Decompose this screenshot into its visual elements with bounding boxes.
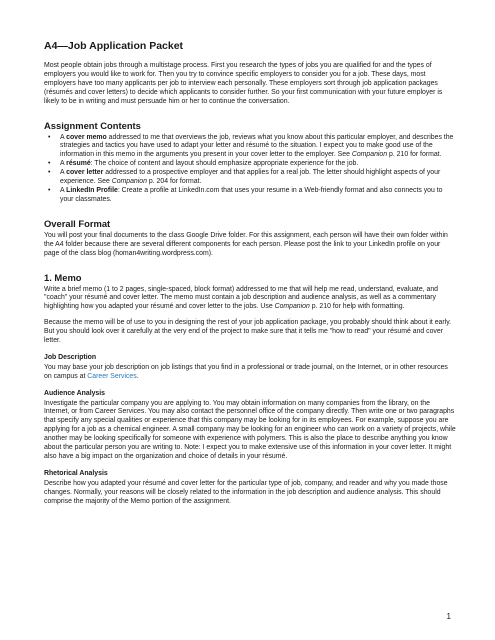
list-item-term: cover memo: [66, 133, 107, 141]
page-number: 1: [446, 612, 451, 621]
job-description-paragraph: You may base your job description on job listings that you find in a professional or trade journal, on the Internet, or in other resources on campus at Career Services.: [44, 363, 448, 380]
audience-analysis-paragraph: Investigate the particular company you are applying to. You may obtain information on many companies from the library, on the Internet, or from Career Services. You may also contact the personnel office of the company directly. Then write one or two paragraphs that specify any special qualities or experience that this company may be looking for in its employees. For example, suppose you are applying for a job as a chemical engineer. A small company may be looking for an engineer who can work on a variety of projects, while another may be looking specifically for someone with experience with polymers. This is also the place to describe anything you know about the particular person you are writing to. Note: I expect you to make extensive use of this information in your cover letter. It might also have a big impact on the organization and choice of details in your résumé.: [44, 399, 456, 460]
list-item: • A cover letter addressed to a prospective employer and that applies for a real job. The letter should highlight aspects of your experience. See Companion p. 204 for format.: [48, 169, 441, 186]
book-reference: Companion: [351, 151, 388, 159]
career-services-link[interactable]: Career Services: [87, 372, 137, 380]
section-heading-assignment-contents: Assignment Contents: [44, 119, 141, 131]
intro-paragraph: Most people obtain jobs through a multistage process. First you research the types of jobs you are qualified for and the types of employers you would like to work for. Then you try to convince specific employers to consider you for a job. These days, most employers have too many applicants per job to interview each personally. These employers sort through job application packages (résumés and cover letters) to decide which applicants to consider further. So your first communication with your future employer is likely to be in writing and must persuade him or her to continue the conversation.: [44, 62, 443, 105]
section-heading-overall-format: Overall Format: [44, 217, 111, 229]
subheading-rhetorical-analysis: Rhetorical Analysis: [44, 469, 108, 477]
list-item: • A résumé: The choice of content and layout should emphasize appropriate experience for the job.: [48, 160, 359, 168]
list-item: • A LinkedIn Profile: Create a profile at LinkedIn.com that uses your resume in a Web-friendly format and also connects you to your classmates.: [48, 186, 443, 203]
assignment-contents-list: [44, 134, 457, 205]
overall-format-paragraph: You will post your final documents to the class Google Drive folder. For this assignment, each person will have their own folder within the A4 folder because there are several different components for each person. Please post the link to your LinkedIn profile on your page of the class blog (homan4writing.wordpress.com).: [44, 231, 448, 257]
book-reference: Companion: [274, 303, 310, 311]
book-reference: Companion: [111, 178, 147, 186]
rhetorical-analysis-paragraph: Describe how you adapted your résumé and cover letter for the particular type of job, company, and reader and why you made those changes. Normally, your reasons will be closely related to the information in the job description and audience analysis. This should comprise the majority of the Memo portion of the assignment.: [44, 479, 448, 505]
bullet-icon: •: [48, 133, 51, 141]
list-item-term: cover letter: [66, 169, 104, 177]
document-title: A4—Job Application Packet: [44, 40, 184, 52]
list-item-term: résumé: [66, 160, 91, 168]
memo-paragraph: Write a brief memo (1 to 2 pages, single-spaced, block format) addressed to me that will help me read, understand, evaluate, and "coach" your résumé and cover letter. The memo must contain a job description and audience analysis, as well as a commentary highlighting how you adapted your résumé and cover letter to the jobs. Use Companion p. 210 for help with formatting.: [44, 285, 438, 311]
bullet-icon: •: [48, 186, 51, 194]
section-heading-memo: 1. Memo: [44, 271, 82, 283]
bullet-icon: •: [48, 160, 51, 168]
bullet-icon: •: [48, 169, 51, 177]
subheading-job-description: Job Description: [44, 353, 97, 361]
document-body: [44, 40, 457, 513]
list-item-term: LinkedIn Profile: [66, 186, 118, 194]
memo-paragraph: Because the memo will be of use to you in designing the rest of your job application package, you probably should think about it early. But you should look over it carefully at the very end of the project to make sure that it tells me "how to read" your résumé and cover letter.: [44, 319, 452, 345]
list-item: • A cover memo addressed to me that overviews the job, reviews what you know about this particular employer, and describes the strategies and tactics you have used to adapt your letter and résumé to the situation. I expect you to make good use of the information in this memo in the arguments you present in your cover letter to the employer. See Companion p. 210 for format.: [48, 133, 454, 159]
subheading-audience-analysis: Audience Analysis: [44, 389, 106, 397]
